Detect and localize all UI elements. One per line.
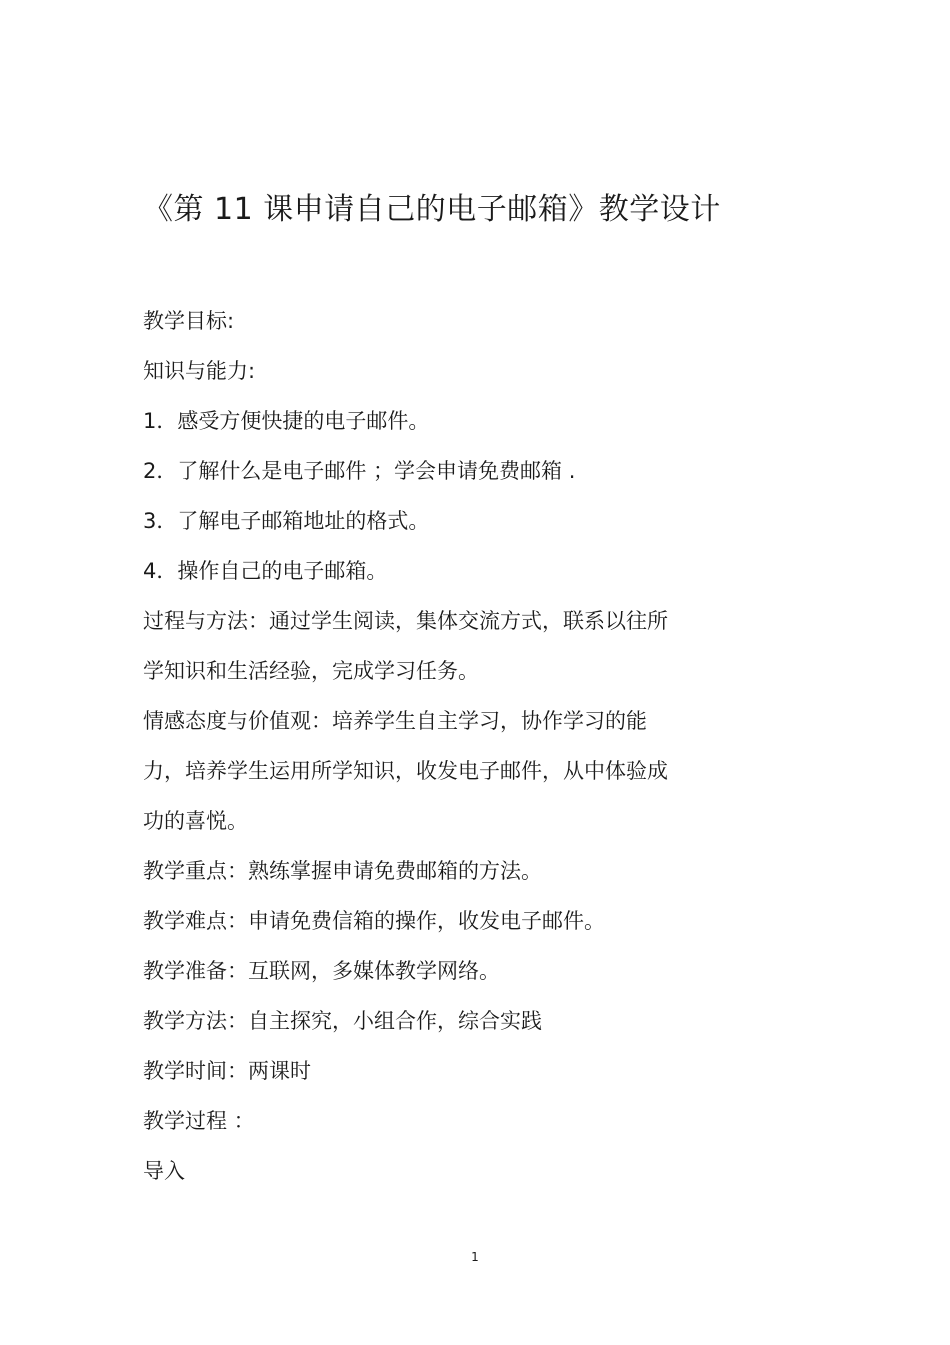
teaching-focus: 教学重点：熟练掌握申请免费邮箱的方法。: [143, 859, 542, 883]
attitude-values-line-2: 力，培养学生运用所学知识，收发电子邮件，从中体验成: [143, 759, 668, 783]
process-method-line-1: 过程与方法：通过学生阅读，集体交流方式，联系以往所: [143, 609, 668, 633]
section-heading-objectives: 教学目标:: [143, 309, 235, 333]
teaching-process-heading: 教学过程 ：: [143, 1109, 255, 1133]
subheading-knowledge: 知识与能力:: [143, 359, 256, 383]
teaching-preparation: 教学准备：互联网，多媒体教学网络。: [143, 959, 500, 983]
document-title: 《第 11 课申请自己的电子邮箱》教学设计: [143, 192, 721, 227]
list-item-2: 2．了解什么是电子邮件 ；学会申请免费邮箱 .: [143, 459, 576, 483]
list-item-4: 4．操作自己的电子邮箱。: [143, 559, 388, 583]
attitude-values-line-1: 情感态度与价值观：培养学生自主学习，协作学习的能: [143, 709, 647, 733]
teaching-time: 教学时间：两课时: [143, 1059, 311, 1083]
teaching-difficulty: 教学难点：申请免费信箱的操作，收发电子邮件。: [143, 909, 605, 933]
process-method-line-2: 学知识和生活经验，完成学习任务。: [143, 659, 479, 683]
introduction-heading: 导入: [143, 1159, 185, 1183]
list-item-1: 1．感受方便快捷的电子邮件。: [143, 409, 430, 433]
document-body: [143, 296, 763, 1196]
list-item-3: 3．了解电子邮箱地址的格式。: [143, 509, 430, 533]
page-number: 1: [471, 1250, 479, 1264]
teaching-method: 教学方法：自主探究，小组合作，综合实践: [143, 1009, 542, 1033]
attitude-values-line-3: 功的喜悦。: [143, 809, 248, 833]
